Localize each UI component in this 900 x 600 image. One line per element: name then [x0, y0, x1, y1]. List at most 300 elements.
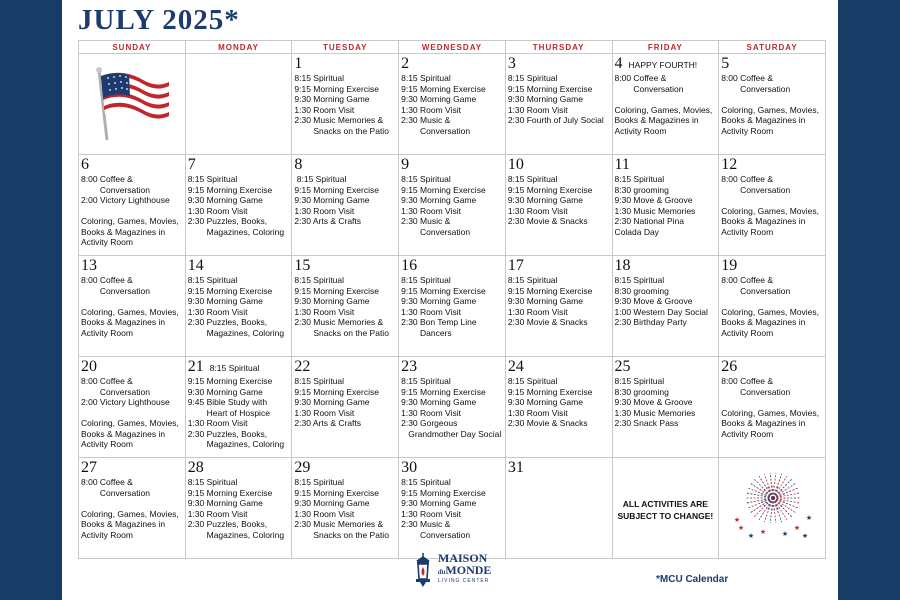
day-cell-12	[719, 155, 826, 256]
activity-item: 9:15 Morning Exercise	[294, 285, 379, 296]
activity-item: 2:30 Music Memories &	[294, 317, 384, 327]
activity-item: 9:30 Move & Groove	[614, 296, 693, 306]
activity-item: Conversation	[401, 125, 471, 136]
activity-item: 2:30 Music &	[401, 115, 451, 125]
activity-item: 2:30 Music &	[401, 216, 451, 226]
activity-item: Books & Magazines in	[721, 115, 806, 125]
activity-list	[188, 174, 290, 237]
activity-item: 1:30 Room Visit	[507, 407, 568, 418]
activity-item: 8:15 Spiritual	[507, 275, 558, 285]
activity-item: 9:30 Morning Game	[294, 195, 370, 205]
activity-item: Books & Magazines in	[721, 216, 806, 226]
day-cell-9	[399, 155, 506, 256]
activity-item: Snacks on the Patio	[294, 529, 389, 540]
day-cell-15	[292, 256, 399, 357]
activity-list	[615, 376, 717, 429]
activity-list	[508, 73, 610, 126]
activity-item: 2:30 Puzzles, Books,	[187, 216, 268, 226]
logo-wordmark: MAISON duMONDE	[438, 551, 492, 577]
activity-item: 9:30 Morning Game	[294, 296, 370, 306]
day-number: 14	[187, 257, 204, 274]
activity-item: 8:15 Spiritual	[294, 73, 345, 83]
schedule-change-notice	[613, 498, 719, 522]
activity-list	[294, 477, 396, 540]
activity-item: 8:00 Coffee &	[81, 174, 133, 184]
day-cell-30	[399, 458, 506, 559]
activity-item: 1:00 Western Day Social	[614, 306, 708, 317]
day-cell-1	[292, 54, 399, 155]
activity-item: 8:15 Spiritual	[294, 275, 345, 285]
weekday-thursday: THURSDAY	[505, 41, 612, 54]
day-number: 28	[187, 459, 204, 476]
svg-text:★: ★	[734, 517, 741, 524]
week-row	[79, 155, 826, 256]
day-number: 3	[507, 55, 516, 72]
day-cell-13	[79, 256, 186, 357]
activity-item: 9:30 Morning Game	[187, 296, 263, 306]
activity-item: Activity Room	[81, 237, 133, 247]
activity-list	[401, 275, 503, 338]
activity-item: 8:15 Spiritual	[401, 275, 451, 285]
day-number: 26	[721, 358, 738, 375]
activity-item: 8:30 grooming	[614, 184, 669, 195]
activity-list	[188, 275, 290, 338]
day-number: 8	[294, 156, 303, 173]
activity-item: 8:15 Spiritual	[614, 275, 665, 285]
activity-list	[294, 275, 396, 338]
activity-list	[188, 477, 290, 540]
svg-text:★: ★	[802, 533, 809, 540]
activity-item: 9:15 Morning Exercise	[187, 285, 273, 296]
calendar-title: JULY 2025*	[78, 4, 240, 36]
activity-item: 9:15 Morning Exercise	[401, 487, 486, 498]
activity-item: Conversation	[721, 386, 791, 397]
activity-item: 8:15 Spiritual	[401, 376, 451, 386]
activity-item: 1:30 Room Visit	[187, 418, 248, 428]
activity-item: 8:15 Spiritual	[401, 73, 451, 83]
activity-item: Snacks on the Patio	[294, 125, 389, 136]
activity-item: 2:30 Arts & Crafts	[294, 216, 362, 226]
weekday-monday: MONDAY	[185, 41, 292, 54]
activity-item	[81, 498, 183, 509]
activity-list	[721, 73, 823, 136]
american-flag-icon	[93, 66, 171, 142]
activity-item	[721, 195, 823, 206]
notice-cell	[612, 458, 719, 559]
activity-item: Conversation	[81, 184, 150, 195]
activity-item: 2:30 Movie & Snacks	[507, 216, 588, 226]
day-number: 23	[401, 358, 418, 375]
activity-item: 9:15 Morning Exercise	[401, 83, 486, 94]
day-cell-31	[505, 458, 612, 559]
activity-item	[615, 94, 717, 105]
activity-item	[721, 94, 823, 105]
activity-item: Books & Magazines in	[721, 418, 806, 428]
activity-list	[721, 376, 823, 439]
activity-item: 2:30 Arts & Crafts	[294, 418, 362, 428]
activity-item: 8:15 Spiritual	[294, 174, 347, 184]
activity-item: 9:30 Morning Game	[187, 386, 263, 397]
day-cell-26	[719, 357, 826, 458]
fireworks-icon	[727, 464, 817, 550]
day-cell-22	[292, 357, 399, 458]
activity-item	[721, 296, 823, 307]
weekday-header-row	[79, 41, 826, 54]
day-cell-28	[185, 458, 292, 559]
day-number: 16	[401, 257, 418, 274]
activity-item	[81, 296, 183, 307]
activity-item: 1:30 Room Visit	[294, 306, 355, 317]
day-cell-21	[185, 357, 292, 458]
activity-item: 9:15 Morning Exercise	[507, 386, 593, 397]
activity-item: 9:15 Morning Exercise	[294, 184, 379, 195]
activity-item: 2:30 Gorgeous	[401, 418, 458, 428]
activity-item: Snacks on the Patio	[294, 327, 389, 338]
activity-item: 1:30 Room Visit	[507, 205, 568, 216]
activity-item: 2:30 Fourth of July Social	[507, 115, 604, 125]
activity-item: Books & Magazines in	[81, 226, 166, 237]
activity-list	[81, 376, 183, 450]
day-cell-7	[185, 155, 292, 256]
activity-item: 2:30 Puzzles, Books,	[187, 317, 268, 327]
activity-item: Activity Room	[721, 327, 774, 338]
day-cell-29	[292, 458, 399, 559]
activity-item: Activity Room	[81, 529, 133, 540]
activity-item: 2:30 National Pina	[614, 216, 684, 226]
activity-item: 8:00 Coffee &	[81, 376, 133, 386]
activity-item: Conversation	[81, 487, 150, 498]
activity-item	[81, 408, 183, 419]
day-cell-19	[719, 256, 826, 357]
activity-list	[401, 73, 503, 136]
activity-item: Coloring, Games, Movies,	[721, 407, 820, 418]
activity-item: 1:30 Room Visit	[401, 407, 461, 418]
activity-item: 9:30 Morning Game	[401, 397, 477, 407]
day-cell-3	[505, 54, 612, 155]
activity-item: 9:15 Morning Exercise	[187, 487, 273, 498]
activity-item: 8:15 Spiritual	[294, 376, 345, 386]
day-number: 10	[507, 156, 524, 173]
week-row	[79, 256, 826, 357]
activity-item: Activity Room	[721, 428, 774, 439]
svg-text:★: ★	[748, 533, 755, 540]
day-cell-27	[79, 458, 186, 559]
activity-item: Coloring, Games, Movies,	[721, 306, 820, 317]
day-number: 5	[721, 55, 730, 72]
activity-list	[401, 376, 503, 439]
activity-item: 8:00 Coffee &	[81, 275, 133, 285]
flag-cell	[79, 54, 186, 155]
activity-item: 1:30 Music Memories	[614, 205, 696, 216]
activity-item: 8:15 Spiritual	[187, 275, 238, 285]
activity-item: 2:30 Music Memories &	[294, 519, 384, 529]
activity-item: Conversation	[614, 83, 684, 94]
activity-item: Coloring, Games, Movies,	[81, 418, 179, 428]
activity-item: 2:30 Bon Temp Line	[401, 317, 477, 327]
activity-item: 8:15 Spiritual	[614, 174, 665, 184]
activity-item: 8:00 Coffee &	[721, 73, 774, 83]
activity-item: 9:30 Morning Game	[507, 296, 583, 306]
day-number: 24	[507, 358, 524, 375]
weekday-wednesday: WEDNESDAY	[399, 41, 506, 54]
activity-item: Books & Magazines in	[81, 519, 166, 529]
activity-item: 9:30 Morning Game	[507, 195, 583, 205]
activity-item: 9:30 Morning Game	[294, 397, 370, 407]
week-row	[79, 458, 826, 559]
day-number: 30	[401, 459, 418, 476]
activity-item: 1:30 Room Visit	[187, 306, 248, 317]
activity-list	[294, 174, 396, 227]
day-number: 19	[721, 257, 738, 274]
day-headline: 8:15 Spiritual	[209, 363, 260, 373]
activity-item: 2:30 Movie & Snacks	[507, 317, 588, 327]
activity-item: 9:15 Morning Exercise	[294, 487, 379, 498]
day-number: 7	[187, 156, 196, 173]
activity-item: Conversation	[721, 83, 791, 94]
day-number: 29	[294, 459, 311, 476]
weekday-saturday: SATURDAY	[719, 41, 826, 54]
activity-item: 1:30 Room Visit	[507, 306, 568, 317]
activity-item: 8:30 grooming	[614, 386, 669, 397]
day-number: 4	[614, 55, 623, 72]
activity-item: 8:15 Spiritual	[507, 73, 558, 83]
day-number: 2	[401, 55, 410, 72]
activity-item: 2:30 Puzzles, Books,	[187, 428, 268, 439]
activity-item: 9:45 Bible Study with	[187, 397, 268, 407]
activity-item: 2:30 Music Memories &	[294, 115, 384, 125]
activity-item: 1:30 Room Visit	[507, 104, 568, 115]
day-number: 17	[507, 257, 524, 274]
svg-text:★: ★	[794, 525, 801, 532]
activity-item: 9:15 Morning Exercise	[401, 285, 486, 296]
weekday-tuesday: TUESDAY	[292, 41, 399, 54]
activity-list	[721, 174, 823, 237]
footnote: *MCU Calendar	[656, 574, 729, 585]
activity-item: Coloring, Games, Movies,	[721, 104, 820, 115]
activity-item: Colada Day	[614, 226, 659, 237]
activity-list	[81, 275, 183, 338]
activity-item: 2:30 Birthday Party	[614, 317, 687, 327]
day-number: 9	[401, 156, 410, 173]
activity-item: Coloring, Games, Movies,	[81, 306, 179, 317]
notice-line: SUBJECT TO CHANGE!	[617, 511, 714, 521]
activity-item: Books & Magazines in	[81, 317, 166, 327]
activity-item: Magazines, Coloring	[187, 327, 285, 338]
day-cell-2	[399, 54, 506, 155]
activity-item: 9:15 Morning Exercise	[294, 83, 379, 94]
activity-item: 2:00 Victory Lighthouse	[81, 397, 170, 407]
activity-item: Heart of Hospice	[187, 407, 270, 418]
activity-item: 2:00 Victory Lighthouse	[81, 195, 170, 205]
day-cell-18	[612, 256, 719, 357]
activity-item: 1:30 Music Memories	[614, 407, 696, 418]
activity-item: Conversation	[81, 285, 150, 296]
day-number: 11	[614, 156, 630, 173]
activity-item: 9:15 Morning Exercise	[401, 184, 486, 195]
activity-item: 8:15 Spiritual	[187, 477, 238, 487]
activity-item: 9:15 Morning Exercise	[294, 386, 379, 397]
activity-item: 8:30 grooming	[614, 285, 669, 296]
activity-list	[615, 174, 717, 237]
calendar-page	[62, 0, 838, 600]
activity-item: Coloring, Games, Movies,	[81, 216, 179, 226]
activity-item: Activity Room	[81, 327, 133, 338]
weekday-friday: FRIDAY	[612, 41, 719, 54]
activity-item: 1:30 Room Visit	[187, 205, 248, 216]
day-number: 12	[721, 156, 738, 173]
activity-item: Activity Room	[81, 439, 133, 449]
activity-item: Activity Room	[721, 226, 774, 237]
activity-item: 9:30 Morning Game	[507, 94, 583, 104]
activity-item: Dancers	[401, 327, 452, 338]
activity-item: Conversation	[721, 285, 791, 296]
activity-item: 9:30 Move & Groove	[614, 195, 693, 205]
notice-line: ALL ACTIVITIES ARE	[622, 499, 708, 509]
activity-item: 9:30 Move & Groove	[614, 397, 693, 407]
activity-list	[401, 477, 503, 540]
weekday-sunday: SUNDAY	[79, 41, 186, 54]
activity-item: 2:30 Puzzles, Books,	[187, 519, 268, 529]
day-number: 6	[81, 156, 89, 173]
day-headline: HAPPY FOURTH!	[628, 60, 698, 70]
activity-item: 8:15 Spiritual	[507, 376, 558, 386]
day-number: 20	[81, 358, 97, 375]
activity-item: 2:30 Snack Pass	[614, 418, 679, 428]
activity-list	[188, 376, 290, 450]
day-number: 13	[81, 257, 97, 274]
calendar-grid	[78, 40, 826, 559]
activity-item: 8:15 Spiritual	[187, 174, 238, 184]
activity-item: 9:30 Morning Game	[187, 498, 263, 508]
day-cell-6	[79, 155, 186, 256]
week-row	[79, 357, 826, 458]
activity-item: 9:15 Morning Exercise	[401, 386, 486, 397]
activity-item: 1:30 Room Visit	[401, 104, 461, 115]
activity-item: 9:30 Morning Game	[401, 94, 477, 104]
day-cell-4	[612, 54, 719, 155]
activity-item: 1:30 Room Visit	[401, 306, 461, 317]
fireworks-cell	[719, 458, 826, 559]
activity-item: 8:15 Spiritual	[401, 477, 451, 487]
activity-item: Grandmother Day Social	[401, 428, 502, 439]
activity-item: 8:15 Spiritual	[507, 174, 558, 184]
activity-item: 8:00 Coffee &	[81, 477, 133, 487]
activity-item: 1:30 Room Visit	[294, 104, 355, 115]
day-cell-17	[505, 256, 612, 357]
activity-item: 9:30 Morning Game	[187, 195, 263, 205]
activity-item: 9:15 Morning Exercise	[187, 184, 273, 195]
activity-list	[81, 174, 183, 248]
svg-text:★: ★	[806, 515, 813, 522]
activity-item: Coloring, Games, Movies,	[81, 508, 179, 519]
activity-item: Conversation	[81, 386, 150, 397]
activity-item: Books & Magazines in	[81, 428, 166, 439]
week-row	[79, 54, 826, 155]
activity-item: 2:30 Movie & Snacks	[507, 418, 588, 428]
activity-item: 9:30 Morning Game	[401, 498, 477, 508]
activity-item: 9:15 Morning Exercise	[187, 376, 273, 386]
activity-item: Books & Magazines in	[721, 317, 806, 327]
day-number: 27	[81, 459, 97, 476]
empty-cell	[185, 54, 292, 155]
activity-list	[294, 376, 396, 429]
svg-text:★: ★	[782, 531, 789, 538]
activity-item: 1:30 Room Visit	[294, 407, 355, 418]
day-cell-8	[292, 155, 399, 256]
activity-item: 1:30 Room Visit	[294, 508, 355, 519]
activity-item: 8:00 Coffee &	[721, 174, 774, 184]
activity-item: 9:15 Morning Exercise	[507, 83, 593, 94]
activity-item: Conversation	[401, 529, 471, 540]
activity-item: 9:15 Morning Exercise	[507, 285, 593, 296]
day-cell-11	[612, 155, 719, 256]
logo-subtitle: LIVING CENTER	[438, 578, 490, 584]
day-cell-5	[719, 54, 826, 155]
activity-list	[401, 174, 503, 237]
lantern-logo-icon	[412, 552, 434, 588]
activity-list	[508, 376, 610, 429]
activity-item: Magazines, Coloring	[187, 226, 285, 237]
activity-item	[721, 397, 823, 408]
activity-item: 9:30 Morning Game	[294, 498, 370, 508]
activity-item: 9:30 Morning Game	[401, 296, 477, 306]
activity-item: 9:15 Morning Exercise	[507, 184, 593, 195]
activity-item: Activity Room	[614, 125, 667, 136]
activity-list	[81, 477, 183, 540]
day-number: 21	[187, 358, 204, 375]
activity-list	[615, 275, 717, 328]
activity-item: 1:30 Room Visit	[294, 205, 355, 216]
activity-item	[81, 206, 183, 217]
activity-item: Magazines, Coloring	[187, 439, 285, 449]
day-number: 1	[294, 55, 303, 72]
activity-item: 1:30 Room Visit	[187, 508, 248, 519]
activity-item: 1:30 Room Visit	[401, 205, 461, 216]
activity-list	[294, 73, 396, 136]
activity-list	[721, 275, 823, 338]
svg-text:★: ★	[760, 529, 767, 536]
activity-item: Magazines, Coloring	[187, 529, 285, 540]
activity-item: 8:00 Coffee &	[721, 376, 774, 386]
activity-item: 8:15 Spiritual	[401, 174, 451, 184]
activity-item: 9:30 Morning Game	[507, 397, 583, 407]
activity-item: 8:15 Spiritual	[614, 376, 665, 386]
day-cell-14	[185, 256, 292, 357]
day-cell-16	[399, 256, 506, 357]
activity-item: 9:30 Morning Game	[401, 195, 477, 205]
activity-list	[615, 73, 717, 136]
activity-item: Books & Magazines in	[614, 115, 699, 125]
day-cell-25	[612, 357, 719, 458]
activity-list	[508, 174, 610, 227]
activity-item: Conversation	[721, 184, 791, 195]
day-number: 31	[507, 459, 524, 476]
day-cell-24	[505, 357, 612, 458]
activity-item: 8:00 Coffee &	[721, 275, 774, 285]
activity-item: Activity Room	[721, 125, 774, 136]
activity-item: Coloring, Games, Movies,	[614, 104, 713, 115]
day-cell-23	[399, 357, 506, 458]
activity-item: 8:15 Spiritual	[294, 477, 345, 487]
activity-item: 8:00 Coffee &	[614, 73, 667, 83]
svg-text:★: ★	[738, 525, 745, 532]
day-number: 25	[614, 358, 631, 375]
day-cell-20	[79, 357, 186, 458]
day-cell-10	[505, 155, 612, 256]
day-number: 18	[614, 257, 631, 274]
activity-item: 2:30 Music &	[401, 519, 451, 529]
activity-item: 9:30 Morning Game	[294, 94, 370, 104]
